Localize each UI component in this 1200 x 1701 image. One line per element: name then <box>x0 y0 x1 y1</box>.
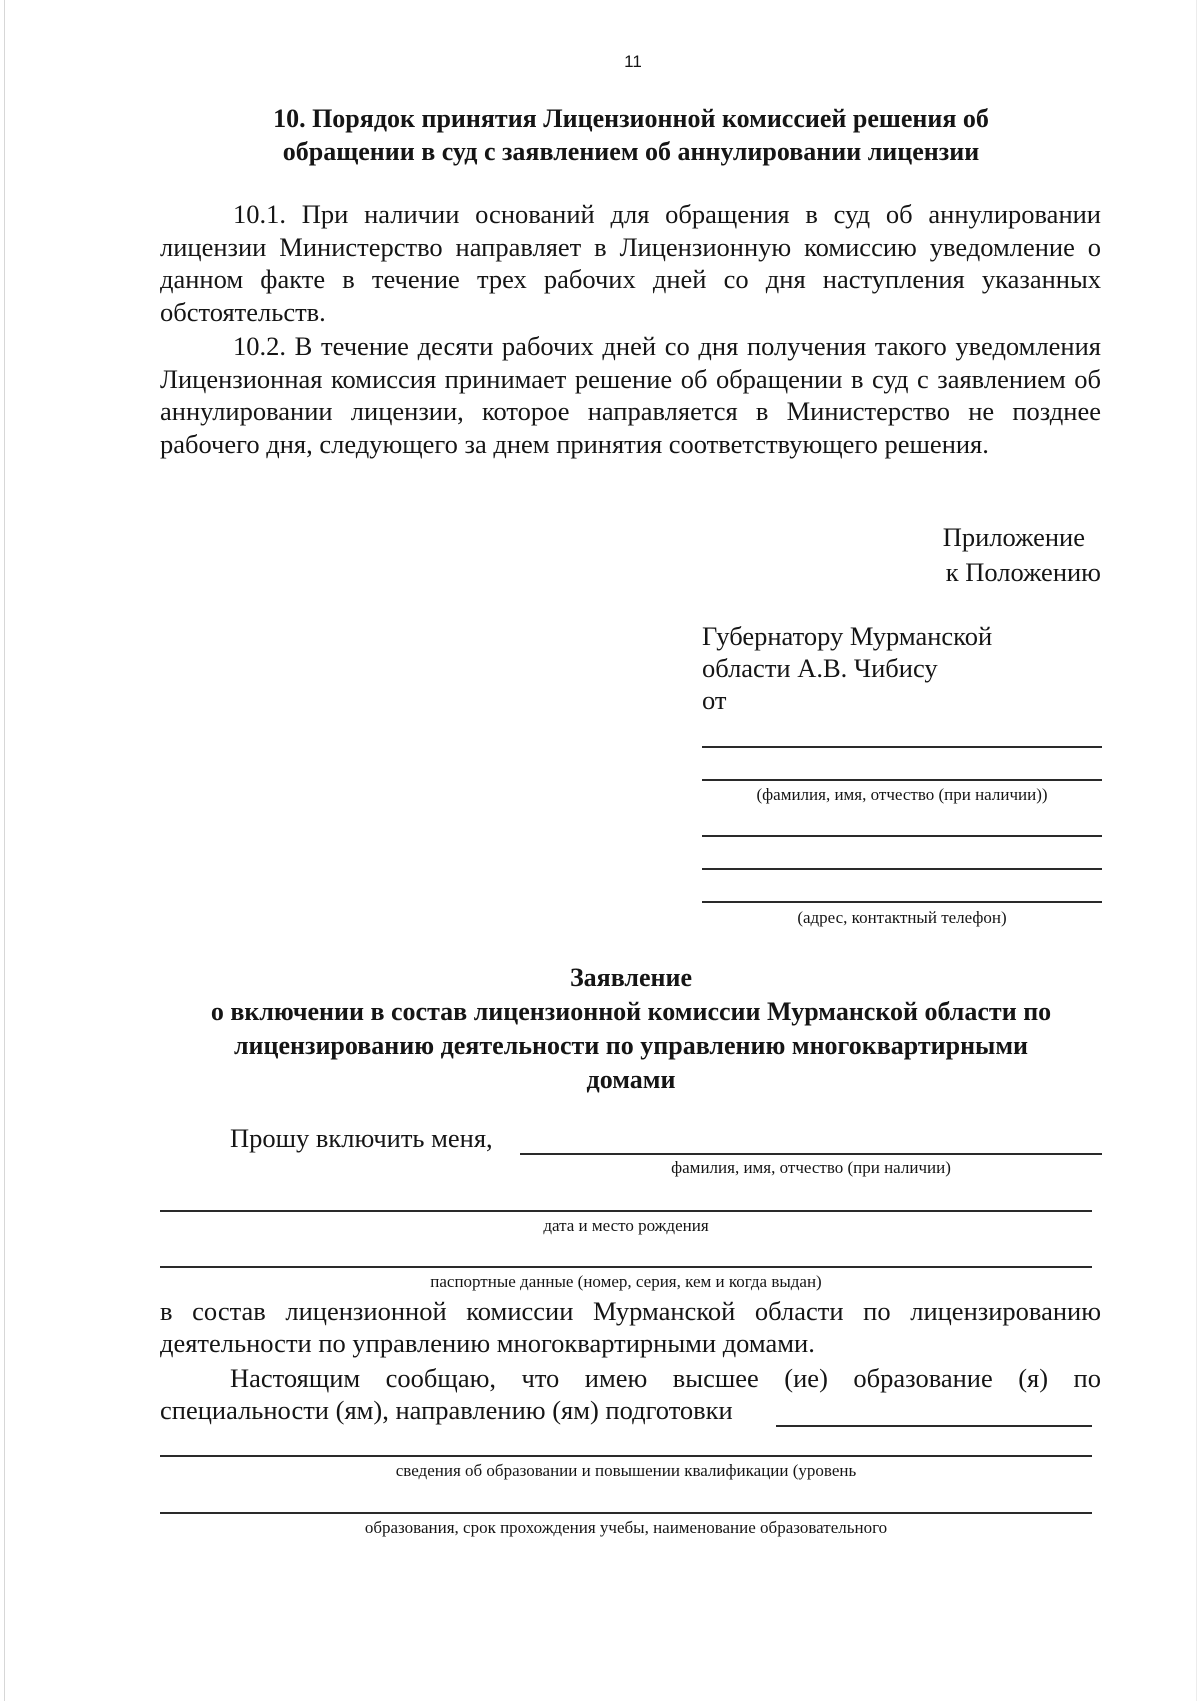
appendix-line-1: Приложение <box>942 522 1085 552</box>
section-title-line-2: обращении в суд с заявлением об аннулировании лицензии <box>282 137 980 166</box>
applicant-name-caption: фамилия, имя, отчество (при наличии) <box>671 1158 951 1177</box>
sender-name-line-2[interactable] <box>702 779 1102 781</box>
passport-caption: паспортные данные (номер, серия, кем и когда выдан) <box>430 1272 822 1291</box>
education-details-line-2[interactable] <box>160 1512 1092 1514</box>
sender-address-line-2[interactable] <box>702 868 1102 870</box>
sender-address-caption: (адрес, контактный телефон) <box>797 908 1007 927</box>
education-field-line[interactable] <box>776 1425 1092 1427</box>
education-caption-2: образования, срок прохождения учебы, наименование образовательного <box>364 1518 888 1537</box>
addressee-line-1: Губернатору Мурманской <box>702 621 993 651</box>
page-number: 11 <box>624 52 642 71</box>
sender-name-caption: (фамилия, имя, отчество (при наличии)) <box>756 785 1048 804</box>
applicant-name-line[interactable] <box>520 1153 1102 1155</box>
paragraph-10-1: 10.1. При наличии оснований для обращения в суд об аннулировании лицензии Министерство направляет в Лицензионную комиссию уведомление о данном факте в течение трех рабочих дней со дня наступления указанных обстоятельств. <box>160 199 1101 327</box>
education-text-line-2: специальности (ям), направлению (ям) подготовки <box>160 1395 733 1425</box>
education-caption-1: сведения об образовании и повышении квалификации (уровень <box>395 1461 857 1480</box>
section-title-line-1: 10. Порядок принятия Лицензионной комиссией решения об <box>273 104 989 133</box>
form-title-line-4: домами <box>586 1065 676 1094</box>
commission-text-line-2: деятельности по управлению многоквартирными домами. <box>160 1328 815 1358</box>
birth-caption: дата и место рождения <box>543 1216 709 1235</box>
education-details-line-1[interactable] <box>160 1455 1092 1457</box>
addressee-block <box>702 620 1102 716</box>
passport-line[interactable] <box>160 1266 1092 1268</box>
sender-address-line-3[interactable] <box>702 901 1102 903</box>
section-title <box>150 102 1112 168</box>
paragraph-10-2: 10.2. В течение десяти рабочих дней со дня получения такого уведомления Лицензионная комиссия принимает решение об обращении в суд с заявлением об аннулировании лицензии, которое направляется в Министерство не позднее рабочего дня, следующего за днем принятия соответствующего решения. <box>160 331 1101 459</box>
form-title-line-1: Заявление <box>569 963 693 992</box>
page-edge-left <box>4 0 5 1701</box>
appendix-line-2: к Положению <box>945 557 1101 587</box>
commission-text-line-1: в состав лицензионной комиссии Мурманской области по лицензированию <box>160 1296 1101 1326</box>
addressee-line-2: области А.В. Чибису <box>702 653 938 683</box>
sender-address-line-1[interactable] <box>702 835 1102 837</box>
sender-name-line-1[interactable] <box>702 746 1102 748</box>
form-title-line-3: лицензированию деятельности по управлению многоквартирными <box>233 1031 1029 1060</box>
appendix-label <box>943 520 1101 590</box>
education-text-line-1: Настоящим сообщаю, что имею высшее (ие) образование (я) по <box>230 1363 1101 1393</box>
page-edge-right <box>1196 0 1197 1701</box>
form-title <box>150 961 1112 1097</box>
request-text: Прошу включить меня, <box>230 1123 493 1153</box>
birth-line[interactable] <box>160 1210 1092 1212</box>
addressee-line-3: от <box>702 685 727 715</box>
form-title-line-2: о включении в состав лицензионной комиссии Мурманской области по <box>210 997 1052 1026</box>
